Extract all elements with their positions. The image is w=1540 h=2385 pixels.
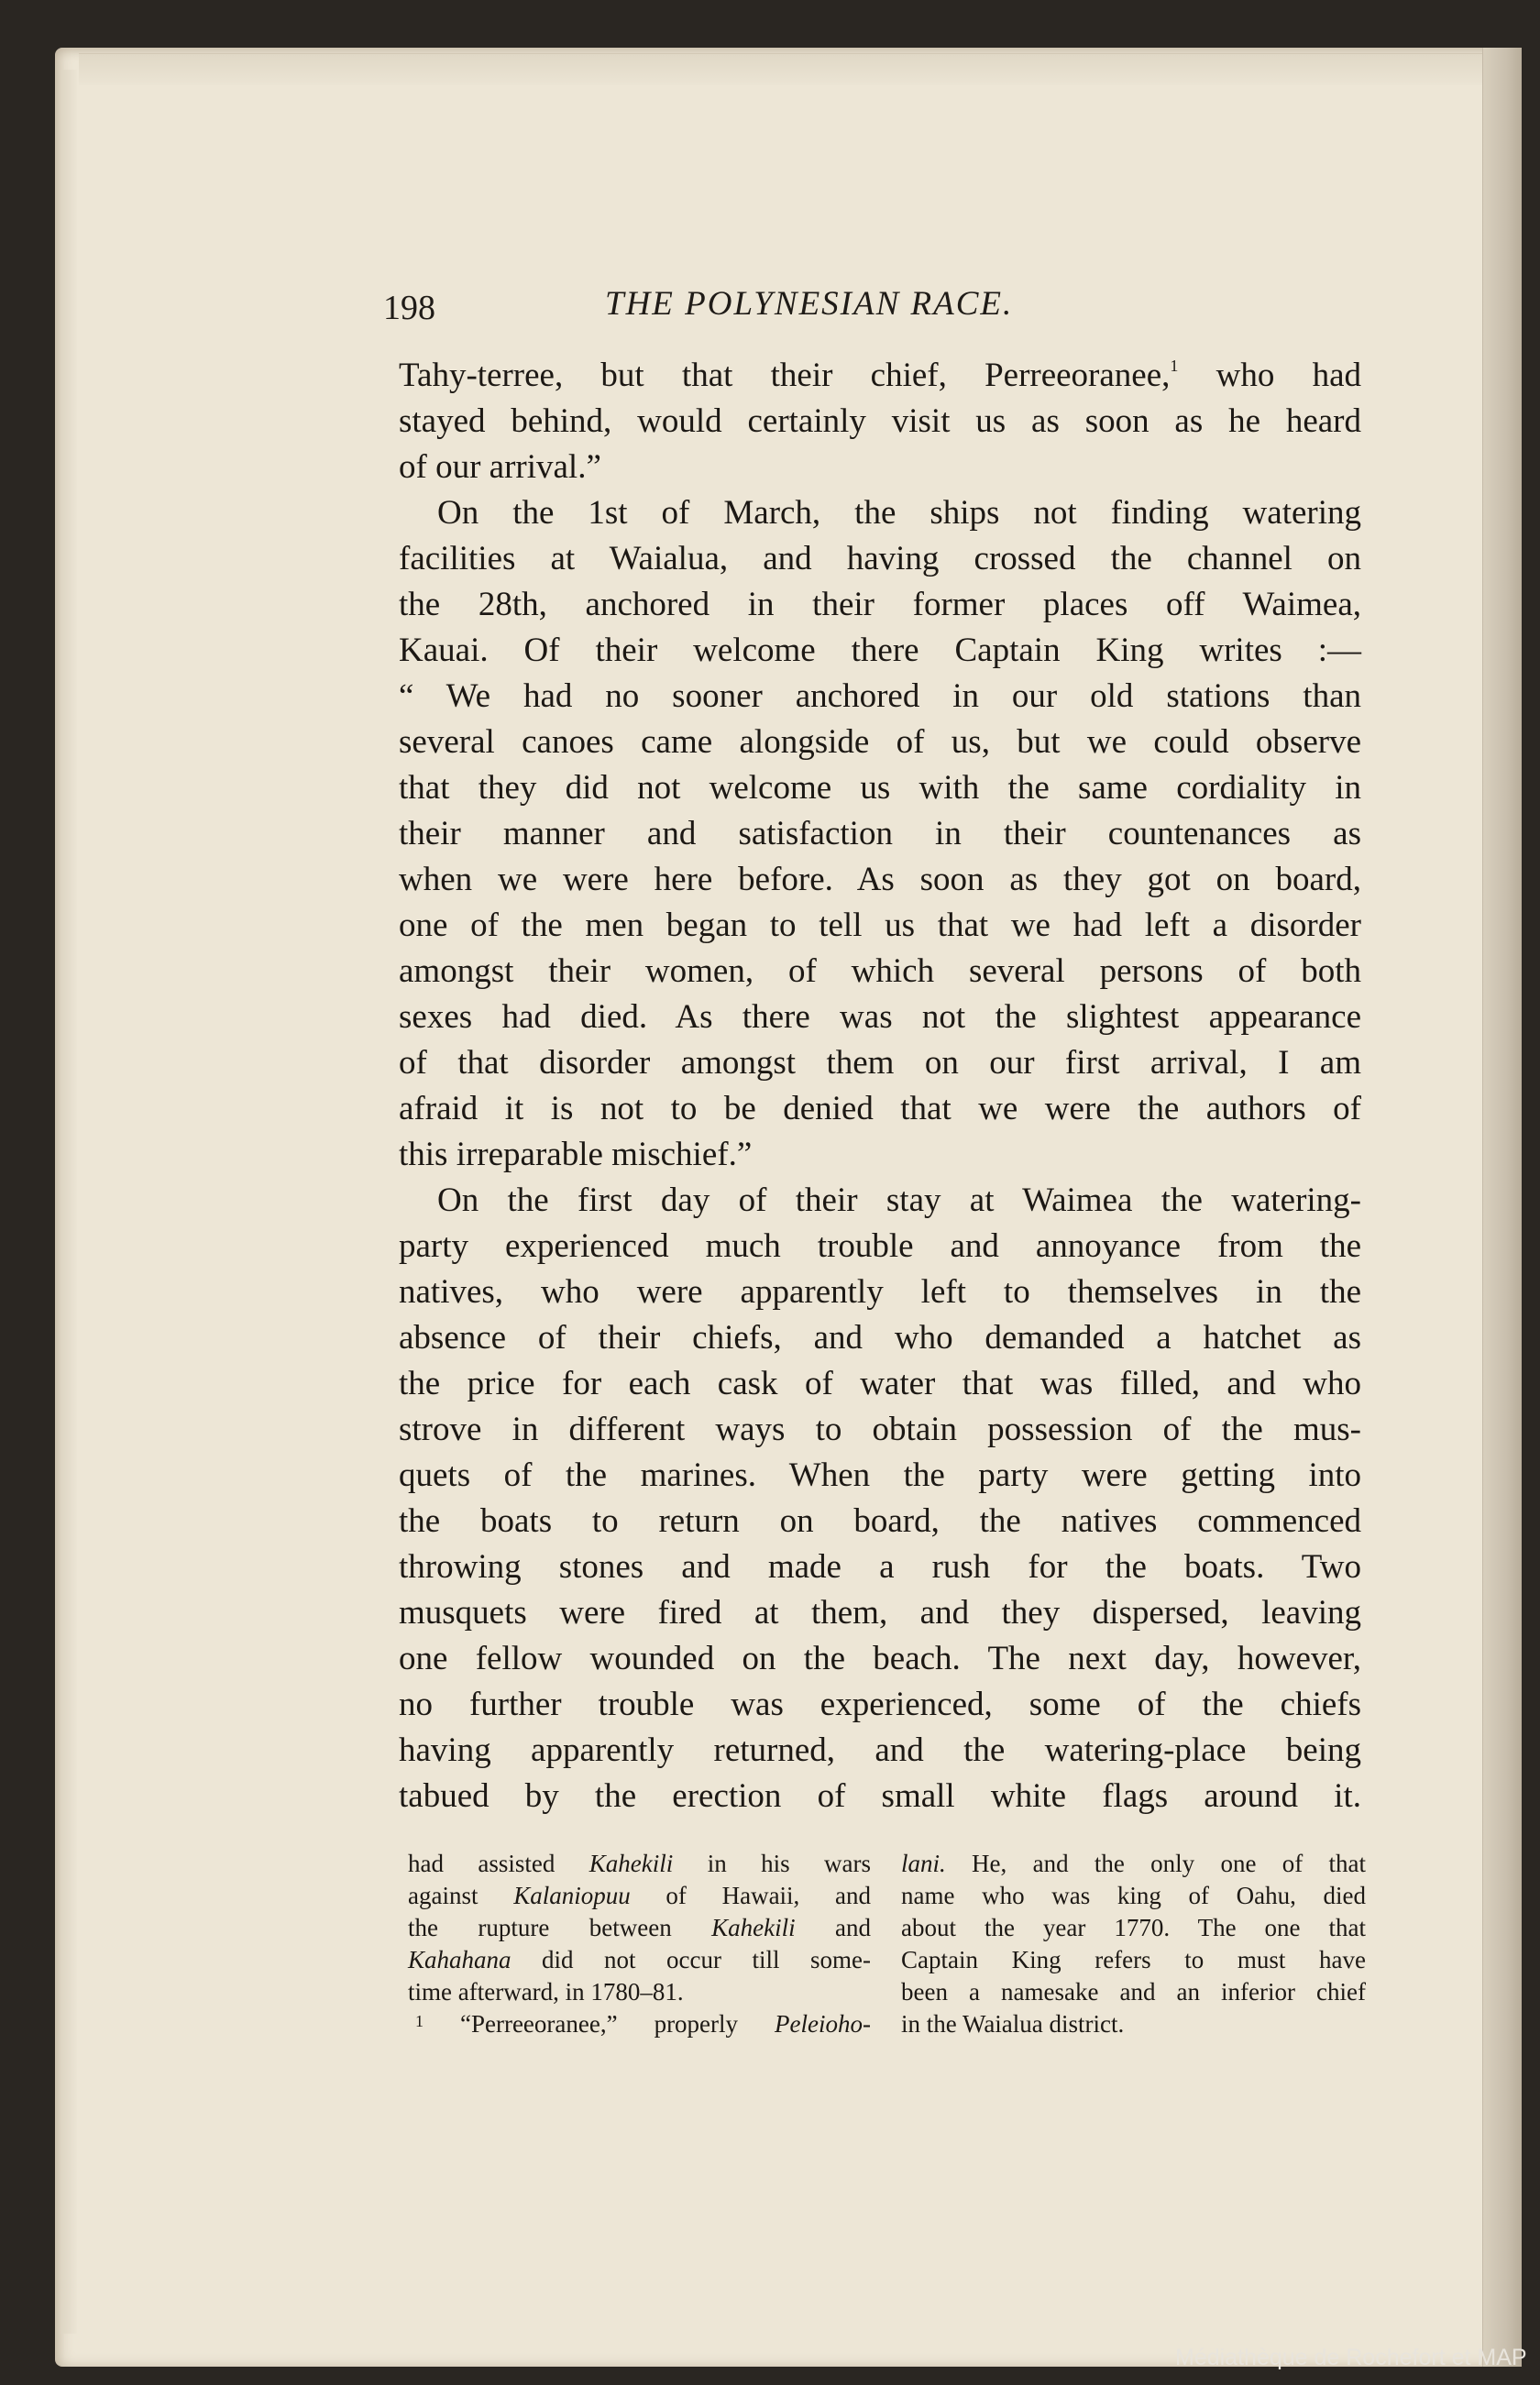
- text-line: no further trouble was experienced, some of the chiefs: [399, 1686, 1361, 1723]
- text-line: when we were here before. As soon as they got on board,: [399, 861, 1361, 898]
- footnote-column-left: [408, 1848, 871, 2040]
- text-line: afraid it is not to be denied that we were the authors of: [399, 1090, 1361, 1127]
- text-line: having apparently returned, and the watering-place being: [399, 1731, 1361, 1769]
- text-line: musquets were fired at them, and they dispersed, leaving: [399, 1594, 1361, 1632]
- text-line: amongst their women, of which several persons of both: [399, 952, 1361, 990]
- text-line: Kauai. Of their welcome there Captain King writes :—: [399, 632, 1361, 669]
- footnote-line: had assisted Kahekili in his wars: [408, 1850, 871, 1877]
- footnote-line: about the year 1770. The one that: [901, 1914, 1366, 1941]
- text-line: one of the men began to tell us that we had left a disorder: [399, 907, 1361, 944]
- text-line: sexes had died. As there was not the slightest appearance: [399, 998, 1361, 1036]
- text-line: of our arrival.”: [399, 448, 601, 486]
- text-line: this irreparable mischief.”: [399, 1136, 753, 1173]
- text-line: party experienced much trouble and annoyance from the: [399, 1227, 1361, 1265]
- footnote-line: name who was king of Oahu, died: [901, 1882, 1366, 1909]
- library-credit: Médiathèque de Rochefort et MAP: [1175, 2345, 1527, 2370]
- text-line: several canoes came alongside of us, but we could observe: [399, 723, 1361, 761]
- footnote-line: the rupture between Kahekili and: [408, 1914, 871, 1941]
- text-line: “ We had no sooner anchored in our old stations than: [399, 677, 1361, 715]
- page-number: 198: [383, 289, 435, 327]
- text-line: the 28th, anchored in their former places off Waimea,: [399, 586, 1361, 623]
- text-line: the boats to return on board, the natives commenced: [399, 1502, 1361, 1540]
- footnote-line: lani. He, and the only one of that: [901, 1850, 1366, 1877]
- text-line: absence of their chiefs, and who demanded a hatchet as: [399, 1319, 1361, 1357]
- running-title: THE POLYNESIAN RACE.: [605, 285, 1014, 323]
- text-line: of that disorder amongst them on our first arrival, I am: [399, 1044, 1361, 1082]
- text-line: the price for each cask of water that was filled, and who: [399, 1365, 1361, 1402]
- page-top-shadow: [79, 53, 1490, 85]
- page-left-shadow: [60, 70, 77, 2334]
- text-line: On the 1st of March, the ships not finding watering: [437, 494, 1361, 532]
- text-line: facilities at Waialua, and having crossed the channel on: [399, 540, 1361, 577]
- footnote-line: Captain King refers to must have: [901, 1946, 1366, 1973]
- text-line: strove in different ways to obtain possession of the mus-: [399, 1411, 1361, 1448]
- footnote-line: against Kalaniopuu of Hawaii, and: [408, 1882, 871, 1909]
- page-edge: [1482, 48, 1522, 2367]
- text-line: stayed behind, would certainly visit us as soon as he heard: [399, 402, 1361, 440]
- footnote-marker: 1: [415, 2012, 424, 2030]
- footnote-line: in the Waialua district.: [901, 2010, 1125, 2038]
- text-line: that they did not welcome us with the same cordiality in: [399, 769, 1361, 807]
- body-text: [399, 353, 1361, 1819]
- footnote-marker: 1: [1170, 357, 1179, 375]
- footnote-line: time afterward, in 1780–81.: [408, 1978, 684, 2006]
- footnote-line: $^1$ “Perreeoranee,” properly Peleioho-: [415, 2010, 871, 2038]
- text-line: one fellow wounded on the beach. The next day, however,: [399, 1640, 1361, 1677]
- text-line: quets of the marines. When the party were getting into: [399, 1456, 1361, 1494]
- text-line: On the first day of their stay at Waimea the watering-: [437, 1182, 1361, 1219]
- text-line: throwing stones and made a rush for the boats. Two: [399, 1548, 1361, 1586]
- text-line: Tahy-terree, but that their chief, Perreeoranee,$^1$ who had: [399, 357, 1361, 394]
- footnote-column-right: [901, 1848, 1366, 2040]
- text-line: their manner and satisfaction in their countenances as: [399, 815, 1361, 852]
- footnote-line: Kahahana did not occur till some-: [408, 1946, 871, 1973]
- text-line: natives, who were apparently left to themselves in the: [399, 1273, 1361, 1311]
- text-line: tabued by the erection of small white flags around it.: [399, 1777, 1361, 1815]
- footnote-line: been a namesake and an inferior chief: [901, 1978, 1366, 2006]
